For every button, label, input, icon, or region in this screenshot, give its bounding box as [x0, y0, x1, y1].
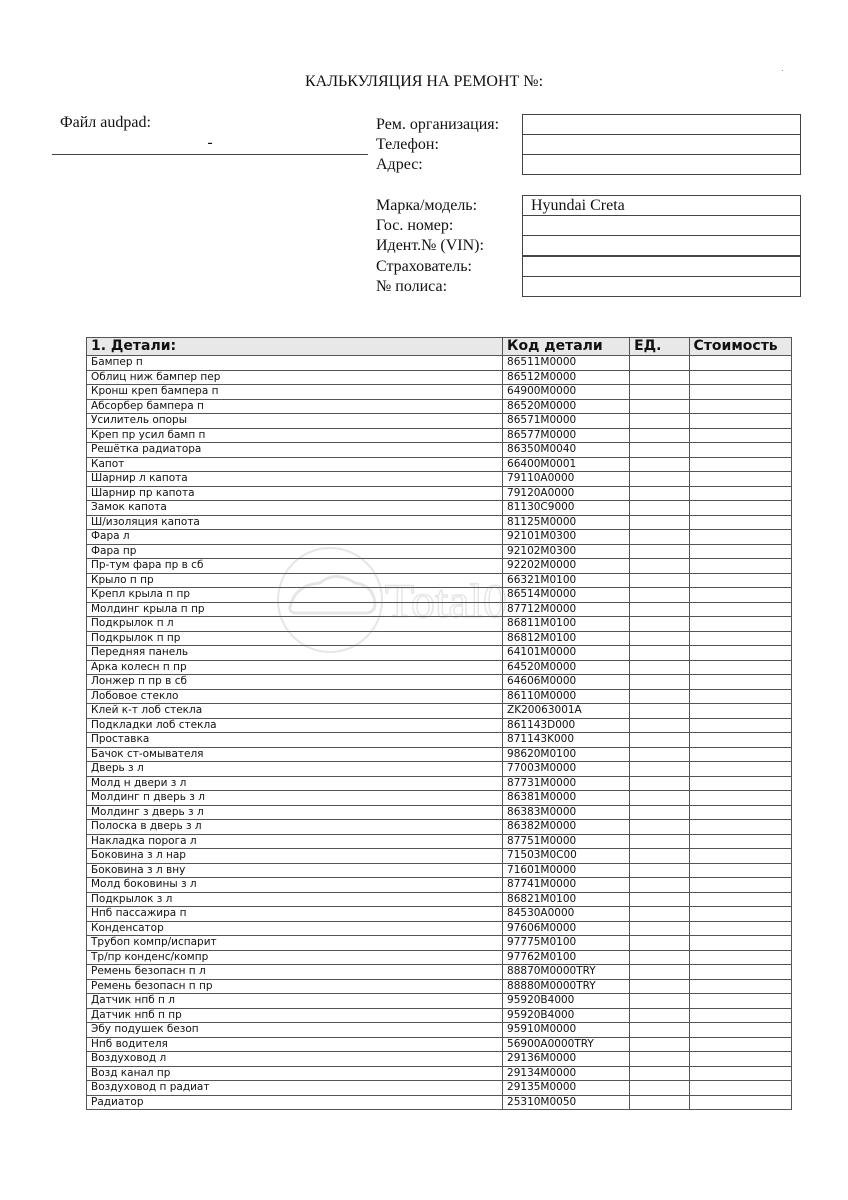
part-unit-cell[interactable] [630, 1023, 689, 1038]
plate-number-field[interactable] [522, 215, 801, 236]
part-cost-cell[interactable] [689, 1008, 791, 1023]
part-unit-cell[interactable] [630, 979, 689, 994]
part-unit-cell[interactable] [630, 472, 689, 487]
part-cost-cell[interactable] [689, 457, 791, 472]
table-row [87, 762, 792, 777]
part-cost-cell[interactable] [689, 544, 791, 559]
table-row [87, 646, 792, 661]
part-name-cell: Бачок ст-омывателя [87, 747, 503, 762]
part-name-cell: Креп пр усил бамп п [87, 428, 503, 443]
file-label: Файл audpad: [60, 114, 151, 131]
part-cost-cell[interactable] [689, 588, 791, 603]
part-unit-cell[interactable] [630, 733, 689, 748]
phone-field[interactable] [522, 134, 801, 155]
part-code-cell: 56900A0000TRY [503, 1037, 630, 1052]
insured-label: Страхователь: [376, 258, 472, 275]
part-cost-cell[interactable] [689, 428, 791, 443]
part-cost-cell[interactable] [689, 356, 791, 371]
part-cost-cell[interactable] [689, 486, 791, 501]
part-unit-cell[interactable] [630, 1066, 689, 1081]
part-code-cell: 87712M0000 [503, 602, 630, 617]
part-unit-cell[interactable] [630, 936, 689, 951]
part-code-cell: 86514M0000 [503, 588, 630, 603]
scan-artifact-dot [782, 70, 783, 71]
part-name-cell: Молдинг крыла п пр [87, 602, 503, 617]
part-unit-cell[interactable] [630, 1052, 689, 1067]
part-cost-cell[interactable] [689, 414, 791, 429]
part-cost-cell[interactable] [689, 820, 791, 835]
phone-label: Телефон: [376, 136, 439, 153]
parts-table-body [87, 356, 792, 1110]
part-code-cell: 86512M0000 [503, 370, 630, 385]
part-cost-cell[interactable] [689, 791, 791, 806]
part-name-cell: Молдинг з дверь з л [87, 805, 503, 820]
part-name-cell: Шарнир л капота [87, 472, 503, 487]
table-row [87, 457, 792, 472]
table-row [87, 878, 792, 893]
org-name-field[interactable] [522, 114, 801, 135]
table-row [87, 936, 792, 951]
part-code-cell: 81130C9000 [503, 501, 630, 516]
part-unit-cell[interactable] [630, 849, 689, 864]
watermark-text: Total0 [385, 575, 507, 628]
part-unit-cell[interactable] [630, 457, 689, 472]
part-unit-cell[interactable] [630, 660, 689, 675]
part-name-cell: Решётка радиатора [87, 443, 503, 458]
part-cost-cell[interactable] [689, 399, 791, 414]
part-unit-cell[interactable] [630, 689, 689, 704]
part-name-cell: Боковина з л нар [87, 849, 503, 864]
table-row [87, 472, 792, 487]
part-code-cell: 97762M0100 [503, 950, 630, 965]
part-name-cell: Клей к-т лоб стекла [87, 704, 503, 719]
part-unit-cell[interactable] [630, 878, 689, 893]
part-name-cell: Радиатор [87, 1095, 503, 1110]
part-cost-cell[interactable] [689, 689, 791, 704]
file-underline [52, 154, 368, 155]
part-code-cell: 66400M0001 [503, 457, 630, 472]
part-cost-cell[interactable] [689, 530, 791, 545]
make-model-label: Марка/модель: [376, 197, 478, 214]
part-unit-cell[interactable] [630, 414, 689, 429]
part-code-cell: 861143D000 [503, 718, 630, 733]
table-row [87, 602, 792, 617]
part-code-cell: 86350M0040 [503, 443, 630, 458]
part-code-cell: 86821M0100 [503, 892, 630, 907]
part-unit-cell[interactable] [630, 791, 689, 806]
part-unit-cell[interactable] [630, 501, 689, 516]
parts-table-header [87, 338, 792, 356]
part-cost-cell[interactable] [689, 1095, 791, 1110]
part-code-cell: 97606M0000 [503, 921, 630, 936]
org-name-label: Рем. организация: [376, 116, 500, 133]
part-name-cell: Боковина з л вну [87, 863, 503, 878]
part-cost-cell[interactable] [689, 443, 791, 458]
part-unit-cell[interactable] [630, 704, 689, 719]
part-code-cell: 77003M0000 [503, 762, 630, 777]
part-name-cell: Накладка порога л [87, 834, 503, 849]
part-name-cell: Воздуховод л [87, 1052, 503, 1067]
table-row [87, 1023, 792, 1038]
table-row [87, 747, 792, 762]
page-title: КАЛЬКУЛЯЦИЯ НА РЕМОНТ №: [304, 73, 544, 90]
part-cost-cell[interactable] [689, 878, 791, 893]
part-cost-cell[interactable] [689, 718, 791, 733]
part-code-cell: 64520M0000 [503, 660, 630, 675]
table-row [87, 1095, 792, 1110]
table-row [87, 979, 792, 994]
table-row [87, 689, 792, 704]
part-name-cell: Ремень безопасн п пр [87, 979, 503, 994]
part-code-cell: 66321M0100 [503, 573, 630, 588]
part-name-cell: Лонжер п пр в сб [87, 675, 503, 690]
part-name-cell: Капот [87, 457, 503, 472]
policy-number-label: № полиса: [376, 278, 448, 295]
part-name-cell: Подкладки лоб стекла [87, 718, 503, 733]
part-cost-cell[interactable] [689, 849, 791, 864]
part-code-cell: 95910M0000 [503, 1023, 630, 1038]
part-name-cell: Воздуховод п радиат [87, 1081, 503, 1096]
part-unit-cell[interactable] [630, 385, 689, 400]
part-name-cell: Трубоп компр/испарит [87, 936, 503, 951]
part-unit-cell[interactable] [630, 762, 689, 777]
table-row [87, 1008, 792, 1023]
part-code-cell: 29136M0000 [503, 1052, 630, 1067]
part-code-cell: 86383M0000 [503, 805, 630, 820]
part-code-cell: 98620M0100 [503, 747, 630, 762]
part-name-cell: Крепл крыла п пр [87, 588, 503, 603]
table-row [87, 399, 792, 414]
part-name-cell: Усилитель опоры [87, 414, 503, 429]
part-unit-cell[interactable] [630, 834, 689, 849]
part-code-cell: 86382M0000 [503, 820, 630, 835]
insured-field[interactable] [522, 256, 801, 277]
part-name-cell: Фара пр [87, 544, 503, 559]
part-code-cell: 95920B4000 [503, 994, 630, 1009]
part-code-cell: ZK20063001A [503, 704, 630, 719]
part-code-cell: 29134M0000 [503, 1066, 630, 1081]
plate-number-label: Гос. номер: [376, 217, 454, 234]
part-cost-cell[interactable] [689, 762, 791, 777]
part-name-cell: Шарнир пр капота [87, 486, 503, 501]
part-name-cell: Подкрылок п пр [87, 631, 503, 646]
part-unit-cell[interactable] [630, 573, 689, 588]
part-name-cell: Абсорбер бампера п [87, 399, 503, 414]
file-value: - [207, 134, 213, 151]
part-name-cell: Арка колесн п пр [87, 660, 503, 675]
part-cost-cell[interactable] [689, 660, 791, 675]
part-code-cell: 86520M0000 [503, 399, 630, 414]
table-row [87, 907, 792, 922]
part-code-cell: 95920B4000 [503, 1008, 630, 1023]
part-cost-cell[interactable] [689, 385, 791, 400]
part-cost-cell[interactable] [689, 646, 791, 661]
table-row [87, 776, 792, 791]
part-code-cell: 87741M0000 [503, 878, 630, 893]
part-code-cell: 86110M0000 [503, 689, 630, 704]
table-row [87, 994, 792, 1009]
table-row [87, 921, 792, 936]
part-cost-cell[interactable] [689, 1023, 791, 1038]
part-cost-cell[interactable] [689, 1052, 791, 1067]
vin-label: Идент.№ (VIN): [376, 237, 484, 254]
part-code-cell: 86571M0000 [503, 414, 630, 429]
part-unit-cell[interactable] [630, 892, 689, 907]
table-row [87, 501, 792, 516]
table-row [87, 588, 792, 603]
part-cost-cell[interactable] [689, 950, 791, 965]
part-unit-cell[interactable] [630, 675, 689, 690]
table-row [87, 660, 792, 675]
part-cost-cell[interactable] [689, 1037, 791, 1052]
part-unit-cell[interactable] [630, 356, 689, 371]
part-unit-cell[interactable] [630, 631, 689, 646]
part-code-cell: 92202M0000 [503, 559, 630, 574]
header-part-code: Код детали [503, 338, 630, 356]
part-name-cell: Тр/пр конденс/компр [87, 950, 503, 965]
table-row [87, 950, 792, 965]
part-name-cell: Облиц ниж бампер пер [87, 370, 503, 385]
part-name-cell: Датчик нпб п пр [87, 1008, 503, 1023]
table-row [87, 849, 792, 864]
part-cost-cell[interactable] [689, 936, 791, 951]
table-row [87, 486, 792, 501]
part-code-cell: 97775M0100 [503, 936, 630, 951]
part-code-cell: 79120A0000 [503, 486, 630, 501]
part-code-cell: 87731M0000 [503, 776, 630, 791]
part-code-cell: 79110A0000 [503, 472, 630, 487]
part-name-cell: Молд н двери з л [87, 776, 503, 791]
part-name-cell: Полоска в дверь з л [87, 820, 503, 835]
part-unit-cell[interactable] [630, 820, 689, 835]
part-unit-cell[interactable] [630, 1081, 689, 1096]
table-row [87, 965, 792, 980]
table-row [87, 356, 792, 371]
part-unit-cell[interactable] [630, 921, 689, 936]
part-unit-cell[interactable] [630, 805, 689, 820]
part-name-cell: Нпб пассажира п [87, 907, 503, 922]
address-field[interactable] [522, 154, 801, 175]
table-row [87, 443, 792, 458]
part-name-cell: Молд боковины з л [87, 878, 503, 893]
part-unit-cell[interactable] [630, 544, 689, 559]
part-name-cell: Передняя панель [87, 646, 503, 661]
part-code-cell: 64606M0000 [503, 675, 630, 690]
part-cost-cell[interactable] [689, 1066, 791, 1081]
part-name-cell: Проставка [87, 733, 503, 748]
part-name-cell: Лобовое стекло [87, 689, 503, 704]
part-unit-cell[interactable] [630, 965, 689, 980]
part-unit-cell[interactable] [630, 1037, 689, 1052]
table-row [87, 530, 792, 545]
part-name-cell: Замок капота [87, 501, 503, 516]
part-code-cell: 64900M0000 [503, 385, 630, 400]
table-row [87, 791, 792, 806]
part-name-cell: Подкрылок п л [87, 617, 503, 632]
part-code-cell: 86577M0000 [503, 428, 630, 443]
part-unit-cell[interactable] [630, 646, 689, 661]
part-unit-cell[interactable] [630, 617, 689, 632]
part-name-cell: Фара л [87, 530, 503, 545]
table-row [87, 544, 792, 559]
part-cost-cell[interactable] [689, 994, 791, 1009]
table-row [87, 515, 792, 530]
part-cost-cell[interactable] [689, 979, 791, 994]
part-code-cell: 64101M0000 [503, 646, 630, 661]
table-row [87, 675, 792, 690]
part-cost-cell[interactable] [689, 559, 791, 574]
table-row [87, 892, 792, 907]
part-unit-cell[interactable] [630, 559, 689, 574]
vin-field[interactable] [522, 235, 801, 256]
part-cost-cell[interactable] [689, 1081, 791, 1096]
part-code-cell: 87751M0000 [503, 834, 630, 849]
part-name-cell: Конденсатор [87, 921, 503, 936]
part-unit-cell[interactable] [630, 486, 689, 501]
part-unit-cell[interactable] [630, 530, 689, 545]
part-unit-cell[interactable] [630, 950, 689, 965]
part-cost-cell[interactable] [689, 704, 791, 719]
table-row [87, 805, 792, 820]
part-cost-cell[interactable] [689, 515, 791, 530]
part-name-cell: Молдинг п дверь з л [87, 791, 503, 806]
part-cost-cell[interactable] [689, 675, 791, 690]
part-name-cell: Бампер п [87, 356, 503, 371]
part-code-cell: 86381M0000 [503, 791, 630, 806]
part-unit-cell[interactable] [630, 907, 689, 922]
header-unit: ЕД. [630, 338, 689, 356]
part-unit-cell[interactable] [630, 370, 689, 385]
part-cost-cell[interactable] [689, 921, 791, 936]
part-name-cell: Возд канал пр [87, 1066, 503, 1081]
header-parts: 1. Детали: [87, 338, 503, 356]
table-row [87, 863, 792, 878]
part-name-cell: Нпб водителя [87, 1037, 503, 1052]
address-label: Адрес: [376, 156, 423, 173]
part-name-cell: Подкрылок з л [87, 892, 503, 907]
part-unit-cell[interactable] [630, 1008, 689, 1023]
part-name-cell: Ремень безопасн п л [87, 965, 503, 980]
part-cost-cell[interactable] [689, 617, 791, 632]
part-code-cell: 29135M0000 [503, 1081, 630, 1096]
part-name-cell: Кронш креп бампера п [87, 385, 503, 400]
part-cost-cell[interactable] [689, 834, 791, 849]
part-cost-cell[interactable] [689, 370, 791, 385]
part-unit-cell[interactable] [630, 428, 689, 443]
table-row [87, 559, 792, 574]
part-name-cell: Ш/изоляция капота [87, 515, 503, 530]
part-cost-cell[interactable] [689, 573, 791, 588]
table-row [87, 733, 792, 748]
part-code-cell: 86811M0100 [503, 617, 630, 632]
part-cost-cell[interactable] [689, 631, 791, 646]
part-code-cell: 92101M0300 [503, 530, 630, 545]
part-cost-cell[interactable] [689, 863, 791, 878]
part-code-cell: 25310M0050 [503, 1095, 630, 1110]
table-row [87, 385, 792, 400]
part-cost-cell[interactable] [689, 965, 791, 980]
part-name-cell: Эбу подушек безоп [87, 1023, 503, 1038]
table-row [87, 1037, 792, 1052]
table-row [87, 414, 792, 429]
table-row [87, 1052, 792, 1067]
table-row [87, 617, 792, 632]
table-row [87, 820, 792, 835]
part-unit-cell[interactable] [630, 588, 689, 603]
part-cost-cell[interactable] [689, 776, 791, 791]
part-unit-cell[interactable] [630, 1095, 689, 1110]
part-name-cell: Датчик нпб п л [87, 994, 503, 1009]
part-name-cell: Крыло п пр [87, 573, 503, 588]
part-code-cell: 86812M0100 [503, 631, 630, 646]
part-cost-cell[interactable] [689, 747, 791, 762]
table-row [87, 718, 792, 733]
part-code-cell: 81125M0000 [503, 515, 630, 530]
part-code-cell: 92102M0300 [503, 544, 630, 559]
part-unit-cell[interactable] [630, 718, 689, 733]
make-model-field[interactable]: Hyundai Creta [522, 195, 801, 216]
part-name-cell: Пр-тум фара пр в сб [87, 559, 503, 574]
part-code-cell: 88870M0000TRY [503, 965, 630, 980]
policy-number-field[interactable] [522, 276, 801, 297]
part-code-cell: 88880M0000TRY [503, 979, 630, 994]
part-unit-cell[interactable] [630, 399, 689, 414]
part-cost-cell[interactable] [689, 805, 791, 820]
table-row [87, 1081, 792, 1096]
table-row [87, 1066, 792, 1081]
part-code-cell: 71503M0C00 [503, 849, 630, 864]
part-unit-cell[interactable] [630, 776, 689, 791]
part-cost-cell[interactable] [689, 892, 791, 907]
part-cost-cell[interactable] [689, 501, 791, 516]
part-cost-cell[interactable] [689, 472, 791, 487]
part-name-cell: Дверь з л [87, 762, 503, 777]
parts-table [86, 337, 792, 1110]
part-code-cell: 71601M0000 [503, 863, 630, 878]
header-cost: Стоимость [689, 338, 791, 356]
table-row [87, 428, 792, 443]
part-cost-cell[interactable] [689, 602, 791, 617]
table-row [87, 370, 792, 385]
part-code-cell: 84530A0000 [503, 907, 630, 922]
part-cost-cell[interactable] [689, 733, 791, 748]
part-cost-cell[interactable] [689, 907, 791, 922]
part-unit-cell[interactable] [630, 863, 689, 878]
part-unit-cell[interactable] [630, 747, 689, 762]
part-unit-cell[interactable] [630, 602, 689, 617]
part-unit-cell[interactable] [630, 994, 689, 1009]
part-unit-cell[interactable] [630, 443, 689, 458]
part-unit-cell[interactable] [630, 515, 689, 530]
part-code-cell: 871143K000 [503, 733, 630, 748]
table-row [87, 631, 792, 646]
part-code-cell: 86511M0000 [503, 356, 630, 371]
table-row [87, 704, 792, 719]
table-row [87, 573, 792, 588]
table-row [87, 834, 792, 849]
